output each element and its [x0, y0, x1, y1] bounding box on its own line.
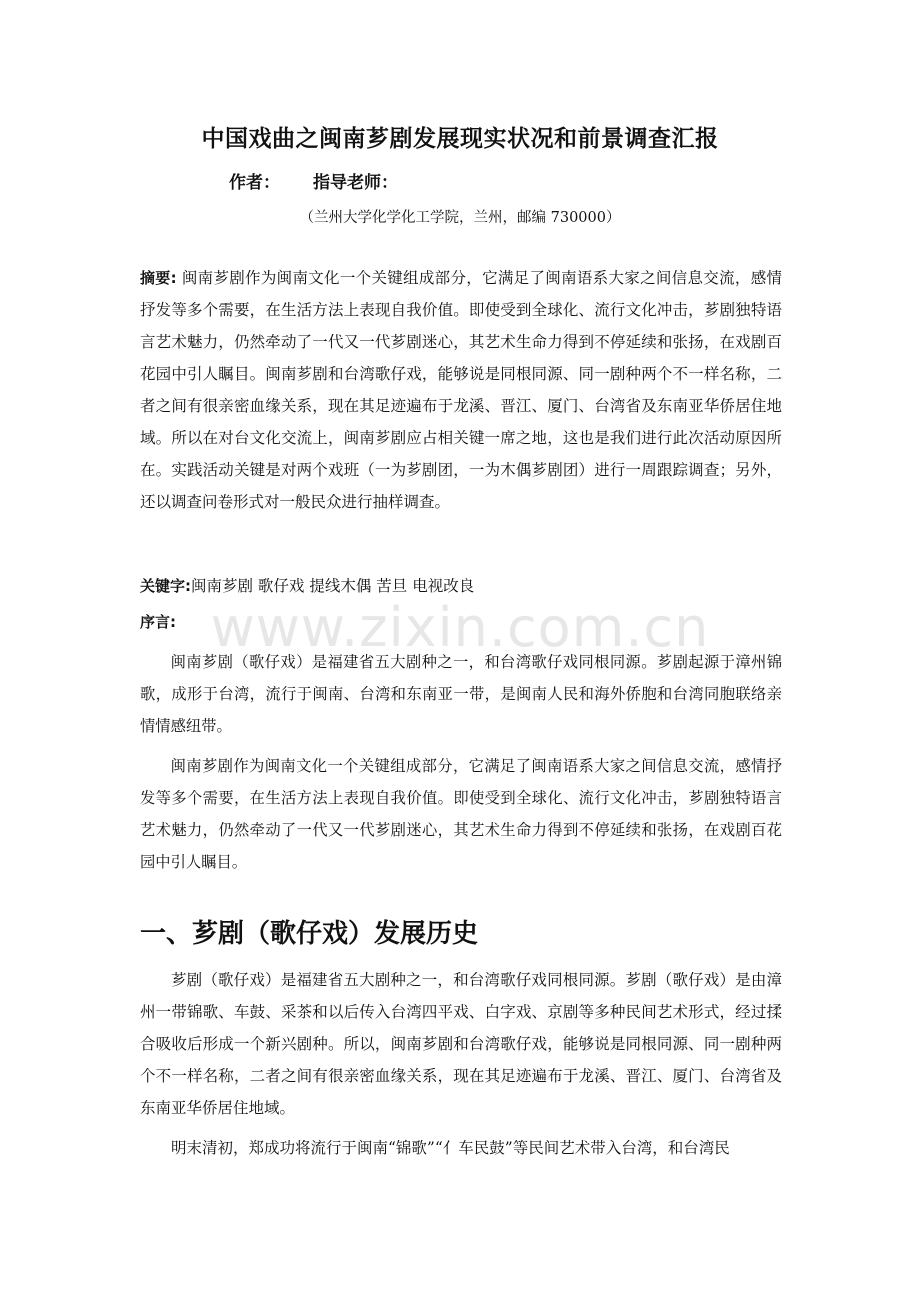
preface-paragraph-2: 闽南芗剧作为闽南文化一个关键组成部分，它满足了闽南语系大家之间信息交流，感情抒发等多个需要，在生活方法上表现自我价值。即使受到全球化、流行文化冲击，芗剧独特语言艺术魅力，仍然牵动了一代又一代芗剧迷心，其艺术生命力得到不停延续和张扬，在戏剧百花园中引人瞩目。 — [140, 757, 782, 871]
author-label: 作者： — [229, 173, 280, 193]
section-1-paragraph-2: 明末清初，郑成功将流行于闽南“锦歌”“亻车民鼓”等民间艺术带入台湾，和台湾民 — [171, 1139, 730, 1157]
section-1 — [140, 910, 782, 1164]
preface-block — [140, 606, 782, 878]
abstract-paragraph — [140, 262, 782, 518]
keywords-line — [140, 570, 782, 602]
preface-label: 序言: — [140, 613, 176, 631]
preface-paragraph-1: 闽南芗剧（歌仔戏）是福建省五大剧种之一，和台湾歌仔戏同根同源。芗剧起源于漳州锦歌，成形于台湾，流行于闽南、台湾和东南亚一带，是闽南人民和海外侨胞和台湾同胞联络亲情情感纽带。 — [140, 653, 782, 735]
section-1-paragraph-1: 芗剧（歌仔戏）是福建省五大剧种之一，和台湾歌仔戏同根同源。芗剧（歌仔戏）是由漳州一带锦歌、车鼓、采茶和以后传入台湾四平戏、白字戏、京剧等多种民间艺术形式，经过揉合吸收后形成一个新兴剧种。所以，闽南芗剧和台湾歌仔戏，能够说是同根同源、同一剧种两个不一样名称，二者之间有很亲密血缘关系，现在其足迹遍布于龙溪、晋江、厦门、台湾省及东南亚华侨居住地域。 — [140, 971, 782, 1117]
abstract-label: 摘要: — [140, 269, 177, 287]
abstract-block — [140, 262, 782, 518]
keywords-label: 关键字: — [140, 577, 191, 595]
watermark: www.zixin.com.cn — [210, 596, 710, 659]
advisor-label: 指导老师： — [313, 173, 398, 193]
document-title: 中国戏曲之闽南芗剧发展现实状况和前景调查汇报 — [201, 126, 719, 152]
affiliation: （兰州大学化学化工学院，兰州，邮编 730000） — [299, 210, 621, 226]
preface-label-line — [140, 606, 782, 638]
keywords-text: 闽南芗剧 歌仔戏 提线木偶 苦旦 电视改良 — [191, 577, 475, 595]
keywords-block — [140, 570, 782, 602]
section-1-heading: 一、芗剧（歌仔戏）发展历史 — [140, 919, 479, 949]
abstract-text: 闽南芗剧作为闽南文化一个关键组成部分，它满足了闽南语系大家之间信息交流，感情抒发等多个需要，在生活方法上表现自我价值。即使受到全球化、流行文化冲击，芗剧独特语言艺术魅力，仍然牵动了一代又一代芗剧迷心，其艺术生命力得到不停延续和张扬，在戏剧百花园中引人瞩目。闽南芗剧和台湾歌仔戏，能够说是同根同源、同一剧种两个不一样名称，二者之间有很亲密血缘关系，现在其足迹遍布于龙溪、晋江、厦门、台湾省及东南亚华侨居住地域。所以在对台文化交流上，闽南芗剧应占相关键一席之地，这也是我们进行此次活动原因所在。实践活动关键是对两个戏班（一为芗剧团，一为木偶芗剧团）进行一周跟踪调查；另外，还以调查问卷形式对一般民众进行抽样调查。 — [140, 269, 782, 511]
